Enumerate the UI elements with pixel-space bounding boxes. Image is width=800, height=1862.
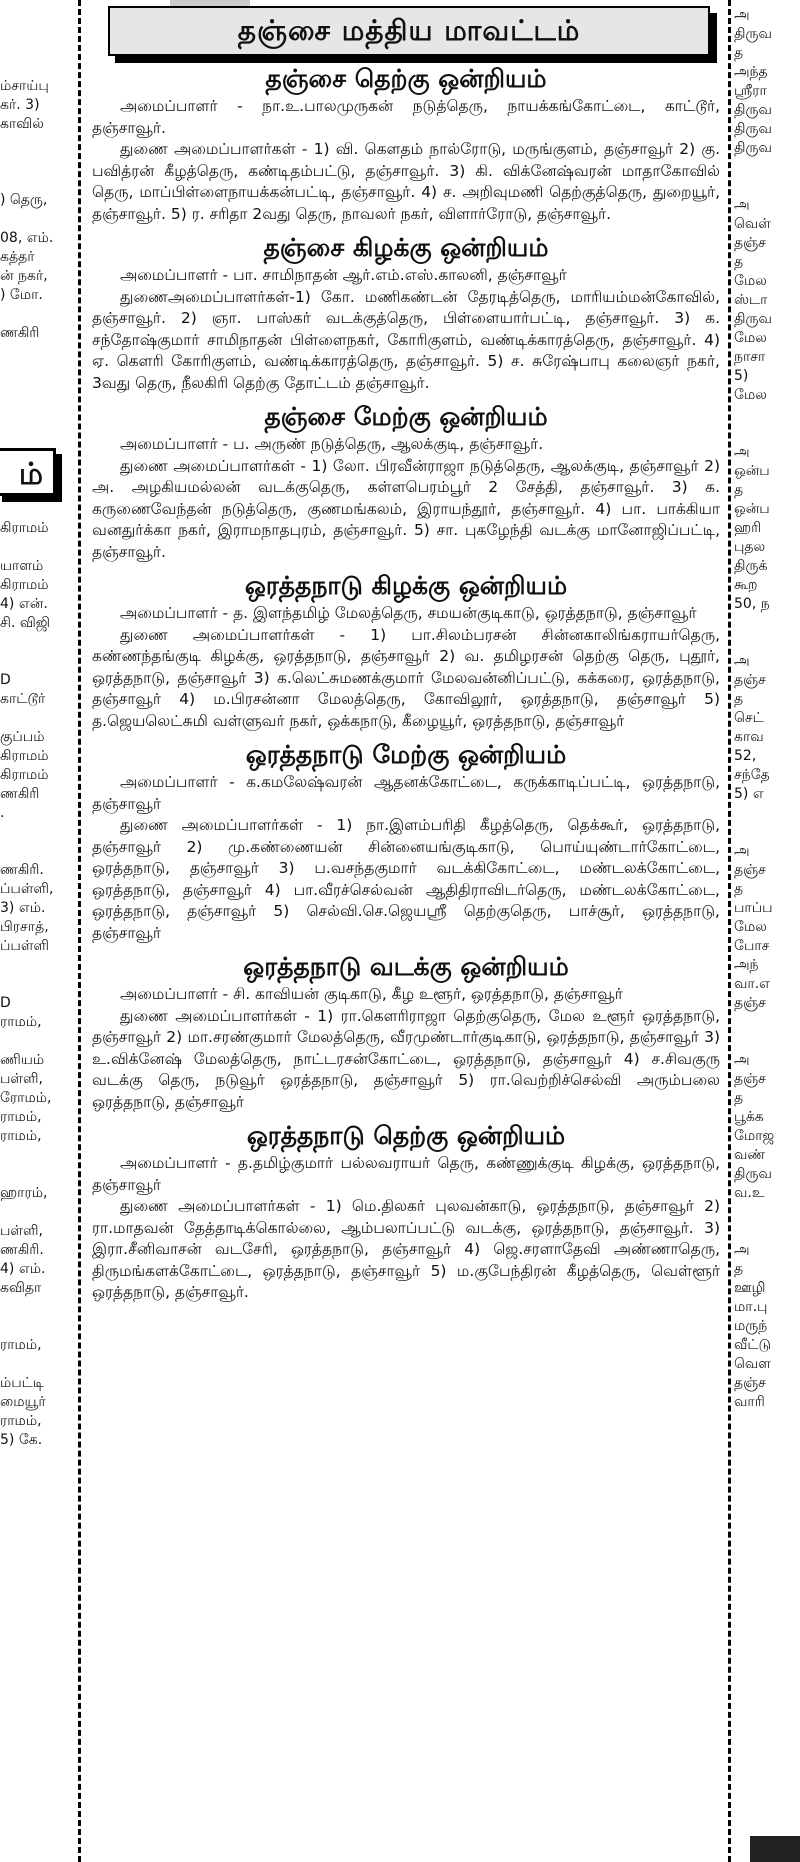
column-fragment-line: ஹாரம், [0, 1185, 48, 1201]
column-fragment-line: அ [734, 843, 750, 859]
column-fragment-line [0, 134, 78, 153]
column-fragment-line: நாசா [734, 349, 766, 365]
column-fragment-line: ஹரி [734, 520, 762, 536]
column-fragment-line [0, 1355, 53, 1374]
column-fragment-line: த [734, 1090, 744, 1106]
column-fragment-line [0, 842, 53, 861]
column-fragment-line: மையூர் [0, 1394, 46, 1410]
right-column-fragment [730, 0, 800, 1862]
column-fragment-line [0, 1298, 53, 1317]
column-fragment-line: D [0, 672, 11, 688]
column-fragment-line: வ.உ [734, 1185, 765, 1201]
union-title: தஞ்சை மேற்கு ஒன்றியம் [264, 402, 548, 431]
right-column-dark-block [750, 1836, 800, 1862]
column-fragment-line: வாரி [734, 1394, 765, 1410]
column-fragment-line [734, 1032, 800, 1051]
column-fragment-line: செட் [734, 710, 764, 726]
organizer-entry: அமைப்பாளர் - த. இளந்தமிழ் மேலத்தெரு, சமயன்குடிகாடு, ஒரத்தநாடு, தஞ்சாவூர் [120, 604, 697, 622]
column-fragment-line: மேல [734, 330, 767, 346]
column-fragment-line: த [734, 881, 744, 897]
column-fragment-line: த [734, 691, 744, 707]
column-fragment-line [0, 538, 53, 557]
column-fragment-line: ஸ்ரீரா [734, 83, 767, 99]
column-fragment-line: D [0, 995, 11, 1011]
organizer-entry: அமைப்பாளர் - பா. சாமிநாதன் ஆர்.எம்.எஸ்.காலனி, தஞ்சாவூர் [120, 266, 567, 284]
column-fragment-line: திருவ [734, 140, 772, 156]
column-fragment-line: மேல [734, 273, 767, 289]
column-fragment-line: யாளம் [0, 558, 44, 574]
column-fragment-line: ராமம், [0, 1014, 42, 1030]
column-fragment-line: . [0, 805, 5, 821]
column-fragment-line [734, 1203, 800, 1222]
column-fragment-line: சி. விஜி [0, 615, 51, 631]
right-column-text [730, 6, 800, 1412]
column-fragment-line: கர். 3) [0, 97, 40, 113]
column-fragment-line: தஞ்ச [734, 995, 766, 1011]
column-fragment-line: வெள் [734, 216, 771, 232]
union-title: ஒரத்தநாடு கிழக்கு ஒன்றியம் [244, 571, 568, 600]
column-fragment-line: கிராமம் [0, 767, 49, 783]
column-fragment-line: திருக் [734, 558, 768, 574]
column-fragment-line [734, 823, 800, 842]
column-fragment-line [734, 424, 800, 443]
left-column-text-top [0, 20, 78, 343]
column-fragment-line: ணகிரி [0, 786, 40, 802]
column-fragment-line [734, 1013, 800, 1032]
column-fragment-line: அ [734, 197, 750, 213]
column-fragment-line: த [734, 254, 744, 270]
column-fragment-line: அ [734, 653, 750, 669]
column-fragment-line: 5) கே. [0, 1432, 43, 1448]
column-fragment-line: ராமம், [0, 1109, 42, 1125]
column-fragment-line [0, 172, 78, 191]
column-fragment-line: ராமம், [0, 1413, 42, 1429]
column-fragment-line: கத்தர் [0, 249, 35, 265]
column-fragment-line: ம்சாய்பு [0, 78, 49, 94]
column-fragment-line: திருவ [734, 102, 772, 118]
column-fragment-line [0, 1032, 53, 1051]
column-fragment-line [0, 1146, 53, 1165]
column-fragment-line: மா.பு [734, 1299, 768, 1315]
column-fragment-line: ன் நகர், [0, 268, 48, 284]
left-column-divider [78, 0, 81, 1862]
column-fragment-line: ) தெரு, [0, 192, 48, 208]
column-fragment-line [0, 58, 78, 77]
column-fragment-line: கூற [734, 577, 758, 593]
union-section [92, 400, 720, 563]
column-fragment-line: அ [734, 444, 750, 460]
column-fragment-line: காவ [734, 729, 764, 745]
union-title: தஞ்சை தெற்கு ஒன்றியம் [265, 64, 547, 93]
column-fragment-line [0, 153, 78, 172]
district-heading [108, 6, 710, 56]
column-fragment-line: தஞ்ச [734, 1071, 766, 1087]
column-fragment-line: ஊழி [734, 1280, 766, 1296]
column-fragment-line: த [734, 482, 744, 498]
column-fragment-line [734, 177, 800, 196]
column-fragment-line: மோஜ [734, 1128, 775, 1144]
deputy-organizers-entry: துணை அமைப்பாளர்கள் - 1) ரா.கௌரிராஜா தெற்குதெரு, மேல உளூர் ஒரத்தநாடு, தஞ்சாவூர் 2) மா.சரண்குமார் மேலத்தெரு, வீரமுண்டார்குடிகாடு, ஒரத்தநாடு, தஞ்சாவூர் 3) உ.விக்னேஷ் மேலத்தெரு, நாட்டரசன்கோட்டை, ஒரத்தநாடு, தஞ்சாவூர் 4) ச.சிவகுரு வடக்கு தெரு, நடுவூர் ஒரத்தநாடு, தஞ்சாவூர் 5) ரா.வெற்றிச்செல்வி அரும்பலை ஒரத்தநாடு, தஞ்சாவூர் [92, 1006, 720, 1111]
union-title: ஒரத்தநாடு தெற்கு ஒன்றியம் [246, 1121, 566, 1150]
column-fragment-line: 50, ந [734, 596, 770, 612]
column-fragment-line: அ [734, 1052, 750, 1068]
column-fragment-line: தஞ்ச [734, 235, 766, 251]
union-section [92, 1119, 720, 1304]
union-section [92, 950, 720, 1113]
column-fragment-line: வா.எ [734, 976, 771, 992]
organizer-entry: அமைப்பாளர் - சி. காவியன் குடிகாடு, கீழ உளூர், ஒரத்தநாடு, தஞ்சாவூர் [120, 985, 623, 1003]
union-title: தஞ்சை கிழக்கு ஒன்றியம் [263, 233, 549, 262]
column-fragment-line: த [734, 1261, 744, 1277]
organizer-entry: அமைப்பாளர் - த.தமிழ்குமார் பல்லவராயர் தெரு, கண்ணுக்குடி கிழக்கு, ஒரத்தநாடு, தஞ்சாவூர் [92, 1154, 720, 1194]
column-fragment-line: அ [734, 7, 750, 23]
column-fragment-line: கிராமம் [0, 748, 49, 764]
column-fragment-line: 3) எம். [0, 900, 46, 916]
column-fragment-line: திருவ [734, 26, 772, 42]
column-fragment-line: பள்ளி, [0, 1223, 43, 1239]
district-title: தஞ்சை மத்திய மாவட்டம் [237, 14, 581, 47]
column-fragment-line [0, 633, 53, 652]
organizer-entry: அமைப்பாளர் - நா.உ.பாலமுருகன் நடுத்தெரு, நாயக்கங்கோட்டை, காட்டூர், தஞ்சாவூர். [92, 97, 720, 137]
column-fragment-line: ம்பட்டி [0, 1375, 44, 1391]
column-fragment-line: ஒன்ப [734, 501, 770, 517]
column-fragment-line [734, 1222, 800, 1241]
column-fragment-line [734, 158, 800, 177]
column-fragment-line: திருவ [734, 311, 772, 327]
column-fragment-line: வீட்டு [734, 1337, 772, 1353]
column-fragment-line: பாப்ப [734, 900, 773, 916]
column-fragment-line: கிராமம் [0, 520, 49, 536]
column-fragment-line: ரோமம், [0, 1090, 52, 1106]
column-fragment-line [0, 20, 78, 39]
column-fragment-line: கவிதா [0, 1280, 42, 1296]
organizer-entry: அமைப்பாளர் - ப. அருண் நடுத்தெரு, ஆலக்குடி, தஞ்சாவூர். [120, 435, 544, 453]
left-column-heading-box [0, 448, 56, 496]
union-section [92, 569, 720, 732]
column-fragment-line: வண் [734, 1147, 766, 1163]
column-fragment-line: ப்பள்ளி, [0, 881, 54, 897]
union-section [92, 231, 720, 394]
column-fragment-line: 4) என். [0, 596, 48, 612]
column-fragment-line: மேல [734, 919, 767, 935]
deputy-organizers-entry: துணை அமைப்பாளர்கள் - 1) லோ. பிரவீன்ராஜா நடுத்தெரு, ஆலக்குடி, தஞ்சாவூர் 2) அ. அழகியமல்லன் வடக்குதெரு, கள்ளபெரம்பூர் 2 சேத்தி, தஞ்சாவூர். 3) க. கருணைவேந்தன் நடுத்தெரு, குணமங்கலம், இராயந்தூர், தஞ்சாவூர். 4) பா. பாக்கியா வனதுர்க்கா நகர், இராமநாதபுரம், தஞ்சாவூர். 5) சா. புகழேந்தி வடக்கு மானோஜிப்பட்டி, தஞ்சாவூர். [92, 456, 720, 561]
column-fragment-line [0, 500, 53, 519]
column-fragment-line: சந்தே [734, 767, 770, 783]
column-fragment-line: திருவ [734, 1166, 772, 1182]
column-fragment-line: வெள [734, 1356, 771, 1372]
column-fragment-line: ராமம், [0, 1128, 42, 1144]
column-fragment-line: தஞ்ச [734, 1375, 766, 1391]
union-title: ஒரத்தநாடு வடக்கு ஒன்றியம் [243, 952, 569, 981]
column-fragment-line: 5) எ [734, 786, 764, 802]
column-fragment-line: ப்பள்ளி [0, 938, 49, 954]
column-fragment-line: அந் [734, 957, 759, 973]
column-fragment-line [0, 956, 53, 975]
column-fragment-line [0, 975, 53, 994]
left-column-text-bottom [0, 500, 53, 1450]
column-fragment-line: ஸ்டா [734, 292, 768, 308]
column-fragment-line: 08, எம். [0, 230, 54, 246]
column-fragment-line [734, 405, 800, 424]
union-title: ஒரத்தநாடு மேற்கு ஒன்றியம் [245, 740, 567, 769]
column-fragment-line [0, 1165, 53, 1184]
column-fragment-line: காட்டூர் [0, 691, 46, 707]
column-fragment-line [734, 614, 800, 633]
column-fragment-line: ணகிரி. [0, 1242, 44, 1258]
column-fragment-line [734, 804, 800, 823]
column-fragment-line: த [734, 45, 744, 61]
deputy-organizers-entry: துணை அமைப்பாளர்கள் - 1) மெ.திலகர் புலவன்காடு, ஒரத்தநாடு, தஞ்சாவூர் 2) ரா.மாதவன் தேத்தாடிக்கொல்லை, ஆம்பலாப்பட்டு வடக்கு, ஒரத்தநாடு, தஞ்சாவூர். 3) இரா.சீனிவாசன் வடசேரி, ஒரத்தநாடு, தஞ்சாவூர் 4) ஜெ.சரளாதேவி அண்ணாதெரு, திருமங்களக்கோட்டை, ஒரத்தநாடு, தஞ்சாவூர் 5) ம.குபேந்திரன் கீழத்தெரு, வெள்ளூர் ஒரத்தநாடு, தஞ்சாவூர். [92, 1197, 720, 1301]
column-fragment-line [0, 39, 78, 58]
deputy-organizers-entry: துணை அமைப்பாளர்கள் - 1) வி. கௌதம் நால்ரோடு, மருங்குளம், தஞ்சாவூர் 2) கு. பவித்ரன் கீழத்தெரு, கண்டிதம்பட்டு, தஞ்சாவூர். 3) கி. விக்னேஷ்வரன் மாதாகோவில் தெரு, மாப்பிள்ளைநாயக்கன்பட்டி, தஞ்சாவூர். 4) ச. அறிவுமணி தெற்குத்தெரு, துறையூர், தஞ்சாவூர். 5) ர. சரிதா 2வது தெரு, நாவலர் நகர், விளார்ரோடு, தஞ்சாவூர். [92, 140, 720, 223]
main-column [92, 0, 720, 1862]
column-fragment-line: குப்பம் [0, 729, 45, 745]
column-fragment-line [0, 305, 78, 324]
column-fragment-line: தஞ்ச [734, 862, 766, 878]
column-fragment-line: 5) [734, 368, 749, 384]
column-fragment-line: தஞ்ச [734, 672, 766, 688]
column-fragment-line: ) மோ. [0, 287, 43, 303]
organizer-entry: அமைப்பாளர் - க.கமலேஷ்வரன் ஆதனக்கோட்டை, கருக்காடிப்பட்டி, ஒரத்தநாடு, தஞ்சாவூர் [92, 773, 720, 813]
column-fragment-line [734, 633, 800, 652]
column-fragment-line: திருவ [734, 121, 772, 137]
column-fragment-line: ராமம், [0, 1337, 42, 1353]
column-fragment-line: 4) எம். [0, 1261, 46, 1277]
column-fragment-line: அந்த [734, 64, 768, 80]
column-fragment-line: மேல [734, 387, 767, 403]
column-fragment-line [0, 1317, 53, 1336]
column-fragment-line: ணியம் [0, 1052, 45, 1068]
union-list [92, 62, 720, 1304]
column-fragment-line [0, 210, 78, 229]
column-fragment-line: ணகிரி. [0, 862, 44, 878]
column-fragment-line: போச [734, 938, 770, 954]
column-fragment-line: மருந் [734, 1318, 768, 1334]
left-column-heading-text: ம் [18, 457, 43, 492]
column-fragment-line [0, 823, 53, 842]
deputy-organizers-entry: துணை அமைப்பாளர்கள் - 1) நா.இளம்பரிதி கீழத்தெரு, தெக்கூர், ஒரத்தநாடு, தஞ்சாவூர் 2) மு.கண்ணையன் சின்னையங்குடிகாடு, பொய்யுண்டார்கோட்டை, ஒரத்தநாடு, தஞ்சாவூர் 3) ப.வசந்தகுமார் வடக்கிகோட்டை, மண்டலக்கோட்டை, ஒரத்தநாடு, தஞ்சாவூர் 4) பா.வீரச்செல்வன் ஆதிதிராவிடர்தெரு, மண்டலக்கோட்டை, ஒரத்தநாடு, தஞ்சாவூர் 5) செல்வி.செ.ஜெயஸ்ரீ தெற்குதெரு, பாச்சூர், ஒரத்தநாடு, தஞ்சாவூர் [92, 816, 720, 942]
deputy-organizers-entry: துணைஅமைப்பாளர்கள்-1) கோ. மணிகண்டன் தேரடித்தெரு, மாரியம்மன்கோவில், தஞ்சாவூர். 2) ஞா. பாஸ்கர் வடக்குத்தெரு, பிள்ளையார்பட்டி, தஞ்சாவூர். 3) க. சந்தோஷ்குமார் சாமிநாதன் பிள்ளைநகர், கோரிகுளம், வண்டிக்காரத்தெரு, தஞ்சாவூர். 4) ஏ. கௌரி கோரிகுளம், வண்டிக்காரத்தெரு, தஞ்சாவூர். 5) ச. சுரேஷ்பாபு கலைஞர் நகர், 3வது தெரு, நீலகிரி தெற்கு தோட்டம் தஞ்சாவூர். [92, 287, 720, 392]
column-fragment-line: 52, [734, 748, 757, 764]
column-fragment-line: பள்ளி, [0, 1071, 43, 1087]
column-fragment-line: கிராமம் [0, 577, 49, 593]
column-fragment-line: ஒன்ப [734, 463, 770, 479]
union-section [92, 62, 720, 225]
column-fragment-line: காவில் [0, 116, 44, 132]
column-fragment-line [0, 1203, 53, 1222]
column-fragment-line [0, 652, 53, 671]
left-column-fragment [0, 0, 78, 1862]
union-section [92, 738, 720, 944]
column-fragment-line: புதல [734, 539, 766, 555]
column-fragment-line: பூக்க [734, 1109, 764, 1125]
column-fragment-line [0, 709, 53, 728]
column-fragment-line: அ [734, 1242, 750, 1258]
deputy-organizers-entry: துணை அமைப்பாளர்கள் - 1) பா.சிலம்பரசன் சின்னகாலிங்கராயர்தெரு, கண்ணந்தங்குடி கிழக்கு, ஒரத்தநாடு, தஞ்சாவூர் 2) வ. தமிழரசன் தெற்கு தெரு, புதூர், ஒரத்தநாடு, தஞ்சாவூர் 3) க.லெட்சுமணக்குமார் மேலவன்னிப்பட்டு, கக்கரை, ஒரத்தநாடு, தஞ்சாவூர் 4) ம.பிரசன்னா மேலத்தெரு, கோவிலூர், ஒரத்தநாடு, தஞ்சாவூர் 5) த.ஜெயலெட்சுமி வள்ளுவர் நகர், ஒக்கநாடு, கீழையூர், ஒரத்தநாடு, தஞ்சாவூர் [92, 625, 720, 730]
column-fragment-line: பிரசாத், [0, 919, 49, 935]
column-fragment-line: ணகிரி [0, 325, 40, 341]
